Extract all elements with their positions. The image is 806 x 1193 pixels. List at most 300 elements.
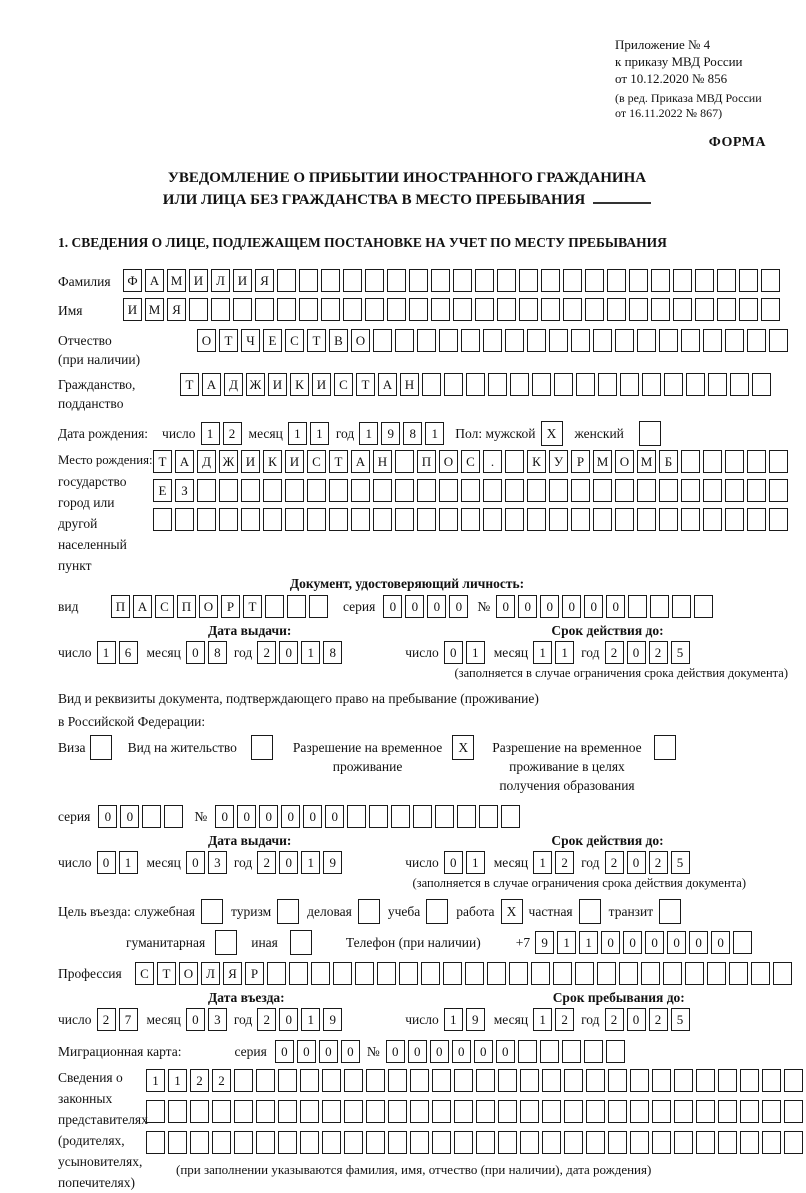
char-cell[interactable]: А — [175, 450, 194, 473]
char-cell[interactable] — [344, 1069, 363, 1092]
char-cell[interactable]: Т — [219, 329, 238, 352]
char-cell[interactable] — [278, 1100, 297, 1123]
char-cell[interactable]: П — [177, 595, 196, 618]
char-cell[interactable] — [696, 1069, 715, 1092]
char-cell[interactable] — [475, 298, 494, 321]
char-cell[interactable] — [637, 479, 656, 502]
char-cell[interactable] — [532, 373, 551, 396]
char-cell[interactable] — [322, 1100, 341, 1123]
char-cell[interactable] — [520, 1131, 539, 1154]
char-cell[interactable] — [586, 1069, 605, 1092]
char-cell[interactable] — [498, 1131, 517, 1154]
char-cell[interactable] — [432, 1131, 451, 1154]
char-cell[interactable] — [739, 269, 758, 292]
char-cell[interactable] — [479, 805, 498, 828]
residence-permit-checkbox[interactable] — [251, 735, 273, 760]
char-cell[interactable] — [575, 962, 594, 985]
char-cell[interactable] — [307, 508, 326, 531]
char-cell[interactable]: И — [285, 450, 304, 473]
char-cell[interactable] — [674, 1069, 693, 1092]
char-cell[interactable] — [549, 329, 568, 352]
char-cell[interactable] — [681, 479, 700, 502]
char-cell[interactable] — [498, 1100, 517, 1123]
char-cell[interactable]: 0 — [645, 931, 664, 954]
char-cell[interactable] — [725, 329, 744, 352]
char-cell[interactable]: О — [439, 450, 458, 473]
char-cell[interactable]: 1 — [466, 851, 485, 874]
char-cell[interactable]: 2 — [190, 1069, 209, 1092]
char-cell[interactable] — [725, 450, 744, 473]
char-cell[interactable] — [344, 1100, 363, 1123]
visa-checkbox[interactable] — [90, 735, 112, 760]
char-cell[interactable] — [366, 1131, 385, 1154]
char-cell[interactable]: 0 — [496, 1040, 515, 1063]
char-cell[interactable] — [321, 269, 340, 292]
char-cell[interactable] — [571, 329, 590, 352]
char-cell[interactable] — [637, 329, 656, 352]
char-cell[interactable]: 1 — [97, 641, 116, 664]
char-cell[interactable] — [417, 508, 436, 531]
char-cell[interactable] — [343, 269, 362, 292]
char-cell[interactable] — [576, 373, 595, 396]
char-cell[interactable] — [168, 1100, 187, 1123]
char-cell[interactable] — [146, 1100, 165, 1123]
char-cell[interactable] — [369, 805, 388, 828]
char-cell[interactable] — [366, 1100, 385, 1123]
char-cell[interactable] — [686, 373, 705, 396]
char-cell[interactable]: 2 — [257, 1008, 276, 1031]
char-cell[interactable] — [527, 479, 546, 502]
char-cell[interactable]: 0 — [540, 595, 559, 618]
char-cell[interactable] — [432, 1100, 451, 1123]
char-cell[interactable] — [620, 373, 639, 396]
char-cell[interactable] — [630, 1131, 649, 1154]
char-cell[interactable] — [564, 1069, 583, 1092]
char-cell[interactable] — [652, 1131, 671, 1154]
char-cell[interactable]: И — [268, 373, 287, 396]
char-cell[interactable]: 2 — [555, 1008, 574, 1031]
char-cell[interactable] — [277, 269, 296, 292]
char-cell[interactable]: 0 — [186, 1008, 205, 1031]
char-cell[interactable]: С — [285, 329, 304, 352]
char-cell[interactable] — [681, 329, 700, 352]
char-cell[interactable] — [439, 479, 458, 502]
char-cell[interactable] — [718, 1100, 737, 1123]
char-cell[interactable]: 0 — [627, 641, 646, 664]
char-cell[interactable] — [651, 298, 670, 321]
char-cell[interactable] — [395, 479, 414, 502]
char-cell[interactable]: 2 — [257, 851, 276, 874]
char-cell[interactable] — [585, 269, 604, 292]
char-cell[interactable] — [287, 595, 306, 618]
char-cell[interactable] — [311, 962, 330, 985]
char-cell[interactable] — [651, 269, 670, 292]
char-cell[interactable]: 0 — [319, 1040, 338, 1063]
char-cell[interactable]: З — [175, 479, 194, 502]
char-cell[interactable]: 2 — [223, 422, 242, 445]
char-cell[interactable] — [142, 805, 161, 828]
char-cell[interactable] — [190, 1100, 209, 1123]
char-cell[interactable]: С — [135, 962, 154, 985]
char-cell[interactable] — [571, 508, 590, 531]
char-cell[interactable] — [659, 329, 678, 352]
char-cell[interactable]: 0 — [496, 595, 515, 618]
char-cell[interactable] — [307, 479, 326, 502]
char-cell[interactable]: 0 — [444, 641, 463, 664]
char-cell[interactable]: 0 — [408, 1040, 427, 1063]
char-cell[interactable] — [762, 1069, 781, 1092]
char-cell[interactable] — [586, 1131, 605, 1154]
char-cell[interactable] — [189, 298, 208, 321]
char-cell[interactable] — [619, 962, 638, 985]
char-cell[interactable]: 1 — [533, 641, 552, 664]
char-cell[interactable]: У — [549, 450, 568, 473]
char-cell[interactable] — [593, 508, 612, 531]
char-cell[interactable] — [421, 962, 440, 985]
char-cell[interactable]: 0 — [237, 805, 256, 828]
char-cell[interactable] — [454, 1131, 473, 1154]
char-cell[interactable]: А — [378, 373, 397, 396]
char-cell[interactable] — [410, 1100, 429, 1123]
char-cell[interactable]: Н — [373, 450, 392, 473]
char-cell[interactable] — [725, 508, 744, 531]
char-cell[interactable] — [761, 269, 780, 292]
char-cell[interactable]: 0 — [303, 805, 322, 828]
char-cell[interactable] — [739, 298, 758, 321]
char-cell[interactable] — [608, 1131, 627, 1154]
char-cell[interactable] — [717, 298, 736, 321]
char-cell[interactable] — [664, 373, 683, 396]
char-cell[interactable]: 1 — [310, 422, 329, 445]
purpose-study-checkbox[interactable] — [426, 899, 448, 924]
char-cell[interactable] — [388, 1131, 407, 1154]
char-cell[interactable] — [454, 1100, 473, 1123]
char-cell[interactable] — [628, 595, 647, 618]
char-cell[interactable] — [395, 508, 414, 531]
char-cell[interactable]: Т — [157, 962, 176, 985]
char-cell[interactable] — [549, 508, 568, 531]
char-cell[interactable] — [542, 1069, 561, 1092]
sex-female-checkbox[interactable] — [639, 421, 661, 446]
char-cell[interactable] — [762, 1100, 781, 1123]
char-cell[interactable] — [333, 962, 352, 985]
char-cell[interactable]: К — [263, 450, 282, 473]
char-cell[interactable]: 2 — [257, 641, 276, 664]
char-cell[interactable] — [663, 962, 682, 985]
char-cell[interactable] — [285, 479, 304, 502]
char-cell[interactable]: 0 — [325, 805, 344, 828]
char-cell[interactable] — [212, 1131, 231, 1154]
char-cell[interactable] — [585, 298, 604, 321]
char-cell[interactable] — [233, 298, 252, 321]
char-cell[interactable]: Я — [167, 298, 186, 321]
char-cell[interactable]: 7 — [119, 1008, 138, 1031]
char-cell[interactable] — [321, 298, 340, 321]
char-cell[interactable]: Д — [197, 450, 216, 473]
char-cell[interactable] — [475, 269, 494, 292]
char-cell[interactable]: 8 — [323, 641, 342, 664]
char-cell[interactable]: 3 — [208, 1008, 227, 1031]
char-cell[interactable] — [674, 1131, 693, 1154]
char-cell[interactable] — [584, 1040, 603, 1063]
char-cell[interactable]: 9 — [323, 851, 342, 874]
char-cell[interactable] — [747, 450, 766, 473]
char-cell[interactable]: Ч — [241, 329, 260, 352]
purpose-other-checkbox[interactable] — [290, 930, 312, 955]
char-cell[interactable] — [708, 373, 727, 396]
char-cell[interactable] — [505, 508, 524, 531]
char-cell[interactable]: И — [189, 269, 208, 292]
char-cell[interactable]: 2 — [97, 1008, 116, 1031]
char-cell[interactable] — [322, 1069, 341, 1092]
char-cell[interactable]: 2 — [605, 851, 624, 874]
char-cell[interactable] — [717, 269, 736, 292]
char-cell[interactable] — [263, 479, 282, 502]
char-cell[interactable] — [465, 962, 484, 985]
char-cell[interactable]: Р — [221, 595, 240, 618]
char-cell[interactable] — [747, 508, 766, 531]
char-cell[interactable]: Е — [153, 479, 172, 502]
char-cell[interactable] — [234, 1100, 253, 1123]
char-cell[interactable]: О — [615, 450, 634, 473]
char-cell[interactable] — [553, 962, 572, 985]
char-cell[interactable] — [554, 373, 573, 396]
char-cell[interactable] — [409, 298, 428, 321]
char-cell[interactable] — [562, 1040, 581, 1063]
char-cell[interactable] — [422, 373, 441, 396]
char-cell[interactable]: 1 — [119, 851, 138, 874]
char-cell[interactable] — [267, 962, 286, 985]
purpose-business-checkbox[interactable] — [358, 899, 380, 924]
char-cell[interactable] — [329, 479, 348, 502]
char-cell[interactable] — [439, 508, 458, 531]
char-cell[interactable]: 0 — [275, 1040, 294, 1063]
char-cell[interactable]: И — [123, 298, 142, 321]
char-cell[interactable] — [431, 298, 450, 321]
char-cell[interactable] — [366, 1069, 385, 1092]
char-cell[interactable]: Л — [211, 269, 230, 292]
char-cell[interactable] — [597, 962, 616, 985]
char-cell[interactable]: Р — [571, 450, 590, 473]
char-cell[interactable] — [373, 329, 392, 352]
char-cell[interactable]: 6 — [119, 641, 138, 664]
char-cell[interactable] — [598, 373, 617, 396]
char-cell[interactable]: 0 — [186, 851, 205, 874]
char-cell[interactable]: 1 — [557, 931, 576, 954]
char-cell[interactable] — [501, 805, 520, 828]
char-cell[interactable] — [784, 1100, 803, 1123]
char-cell[interactable]: 0 — [474, 1040, 493, 1063]
char-cell[interactable] — [685, 962, 704, 985]
char-cell[interactable] — [256, 1100, 275, 1123]
char-cell[interactable]: 1 — [444, 1008, 463, 1031]
char-cell[interactable]: С — [155, 595, 174, 618]
char-cell[interactable]: И — [312, 373, 331, 396]
char-cell[interactable]: Л — [201, 962, 220, 985]
char-cell[interactable] — [718, 1069, 737, 1092]
char-cell[interactable] — [457, 805, 476, 828]
char-cell[interactable] — [527, 508, 546, 531]
char-cell[interactable] — [608, 1100, 627, 1123]
char-cell[interactable] — [696, 1131, 715, 1154]
char-cell[interactable]: М — [637, 450, 656, 473]
char-cell[interactable] — [435, 805, 454, 828]
char-cell[interactable] — [549, 479, 568, 502]
char-cell[interactable] — [505, 329, 524, 352]
char-cell[interactable]: 1 — [359, 422, 378, 445]
char-cell[interactable]: 1 — [579, 931, 598, 954]
char-cell[interactable] — [168, 1131, 187, 1154]
char-cell[interactable] — [234, 1069, 253, 1092]
char-cell[interactable]: 3 — [208, 851, 227, 874]
char-cell[interactable]: 0 — [627, 1008, 646, 1031]
char-cell[interactable] — [351, 479, 370, 502]
char-cell[interactable] — [300, 1069, 319, 1092]
char-cell[interactable] — [729, 962, 748, 985]
char-cell[interactable] — [563, 269, 582, 292]
char-cell[interactable] — [391, 805, 410, 828]
char-cell[interactable] — [344, 1131, 363, 1154]
char-cell[interactable]: П — [111, 595, 130, 618]
char-cell[interactable] — [531, 962, 550, 985]
char-cell[interactable]: О — [351, 329, 370, 352]
char-cell[interactable] — [740, 1069, 759, 1092]
char-cell[interactable] — [681, 508, 700, 531]
char-cell[interactable]: И — [233, 269, 252, 292]
char-cell[interactable] — [784, 1069, 803, 1092]
char-cell[interactable]: К — [290, 373, 309, 396]
char-cell[interactable] — [365, 269, 384, 292]
char-cell[interactable] — [505, 450, 524, 473]
char-cell[interactable] — [652, 1100, 671, 1123]
char-cell[interactable] — [696, 1100, 715, 1123]
char-cell[interactable] — [476, 1100, 495, 1123]
char-cell[interactable] — [454, 1069, 473, 1092]
char-cell[interactable]: С — [334, 373, 353, 396]
char-cell[interactable]: 0 — [281, 805, 300, 828]
char-cell[interactable] — [615, 329, 634, 352]
char-cell[interactable] — [277, 298, 296, 321]
purpose-private-checkbox[interactable] — [579, 899, 601, 924]
char-cell[interactable]: 0 — [259, 805, 278, 828]
char-cell[interactable] — [439, 329, 458, 352]
char-cell[interactable]: . — [483, 450, 502, 473]
char-cell[interactable] — [255, 298, 274, 321]
char-cell[interactable]: 1 — [301, 851, 320, 874]
char-cell[interactable]: Ж — [219, 450, 238, 473]
char-cell[interactable] — [483, 508, 502, 531]
char-cell[interactable]: 1 — [466, 641, 485, 664]
char-cell[interactable] — [241, 479, 260, 502]
char-cell[interactable] — [146, 1131, 165, 1154]
char-cell[interactable] — [607, 298, 626, 321]
char-cell[interactable]: 9 — [535, 931, 554, 954]
char-cell[interactable]: Т — [243, 595, 262, 618]
char-cell[interactable] — [769, 450, 788, 473]
char-cell[interactable] — [673, 298, 692, 321]
char-cell[interactable] — [608, 1069, 627, 1092]
char-cell[interactable]: 0 — [689, 931, 708, 954]
char-cell[interactable] — [769, 508, 788, 531]
char-cell[interactable]: 2 — [212, 1069, 231, 1092]
purpose-official-checkbox[interactable] — [201, 899, 223, 924]
char-cell[interactable] — [607, 269, 626, 292]
char-cell[interactable] — [476, 1069, 495, 1092]
char-cell[interactable] — [487, 962, 506, 985]
char-cell[interactable]: 1 — [168, 1069, 187, 1092]
char-cell[interactable] — [586, 1100, 605, 1123]
char-cell[interactable] — [299, 298, 318, 321]
char-cell[interactable]: 2 — [605, 641, 624, 664]
char-cell[interactable] — [175, 508, 194, 531]
char-cell[interactable] — [527, 329, 546, 352]
char-cell[interactable]: М — [167, 269, 186, 292]
char-cell[interactable] — [256, 1069, 275, 1092]
char-cell[interactable] — [234, 1131, 253, 1154]
char-cell[interactable] — [443, 962, 462, 985]
char-cell[interactable]: 0 — [452, 1040, 471, 1063]
char-cell[interactable]: 1 — [288, 422, 307, 445]
char-cell[interactable]: 0 — [279, 641, 298, 664]
char-cell[interactable]: 0 — [383, 595, 402, 618]
char-cell[interactable] — [703, 508, 722, 531]
char-cell[interactable] — [520, 1069, 539, 1092]
char-cell[interactable]: 0 — [627, 851, 646, 874]
char-cell[interactable] — [542, 1100, 561, 1123]
char-cell[interactable] — [519, 269, 538, 292]
char-cell[interactable] — [483, 479, 502, 502]
char-cell[interactable]: О — [179, 962, 198, 985]
char-cell[interactable]: Я — [255, 269, 274, 292]
char-cell[interactable]: 2 — [649, 851, 668, 874]
char-cell[interactable]: И — [241, 450, 260, 473]
char-cell[interactable] — [510, 373, 529, 396]
char-cell[interactable] — [629, 269, 648, 292]
char-cell[interactable] — [769, 329, 788, 352]
char-cell[interactable] — [278, 1069, 297, 1092]
char-cell[interactable]: 0 — [120, 805, 139, 828]
char-cell[interactable] — [413, 805, 432, 828]
char-cell[interactable] — [615, 508, 634, 531]
char-cell[interactable] — [483, 329, 502, 352]
char-cell[interactable] — [395, 450, 414, 473]
char-cell[interactable] — [730, 373, 749, 396]
char-cell[interactable] — [347, 805, 366, 828]
char-cell[interactable]: 2 — [649, 1008, 668, 1031]
char-cell[interactable] — [197, 508, 216, 531]
char-cell[interactable] — [211, 298, 230, 321]
char-cell[interactable]: 5 — [671, 851, 690, 874]
char-cell[interactable] — [540, 1040, 559, 1063]
char-cell[interactable]: 2 — [649, 641, 668, 664]
char-cell[interactable]: 0 — [562, 595, 581, 618]
char-cell[interactable] — [541, 298, 560, 321]
char-cell[interactable]: Я — [223, 962, 242, 985]
char-cell[interactable] — [343, 298, 362, 321]
char-cell[interactable]: Д — [224, 373, 243, 396]
char-cell[interactable]: 0 — [449, 595, 468, 618]
char-cell[interactable]: 1 — [533, 1008, 552, 1031]
char-cell[interactable]: 0 — [297, 1040, 316, 1063]
char-cell[interactable]: 0 — [606, 595, 625, 618]
char-cell[interactable]: 1 — [301, 1008, 320, 1031]
purpose-humanitarian-checkbox[interactable] — [215, 930, 237, 955]
char-cell[interactable]: Ж — [246, 373, 265, 396]
char-cell[interactable]: 0 — [405, 595, 424, 618]
char-cell[interactable] — [520, 1100, 539, 1123]
char-cell[interactable] — [505, 479, 524, 502]
char-cell[interactable] — [265, 595, 284, 618]
